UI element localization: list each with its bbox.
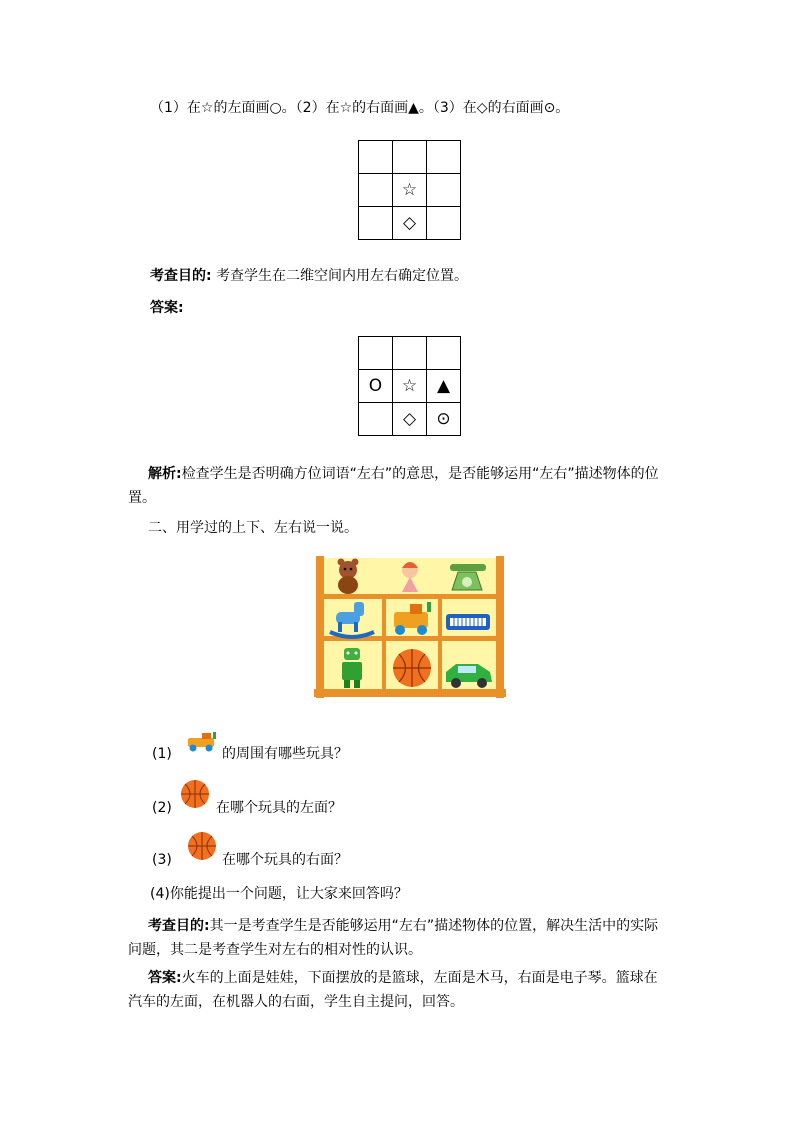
grid-cell xyxy=(359,174,393,207)
answer-paragraph xyxy=(128,966,668,1014)
toy-shelf-illustration xyxy=(314,556,506,702)
analysis-text: 检查学生是否明确方位词语“左右”的意思，是否能够运用“左右”描述物体的位置。 xyxy=(128,466,659,506)
grid-cell xyxy=(359,337,393,370)
answer-label: 答案: xyxy=(148,970,182,986)
electronic-keyboard-icon xyxy=(446,614,490,630)
grid-cell xyxy=(427,207,461,240)
shelf-divider xyxy=(438,596,442,692)
subquestion-2 xyxy=(152,798,172,818)
purpose-text: 其一是考查学生是否能够运用“左右”描述物体的位置，解决生活中的实际问题，其二是考查学生对左右的相对性的认识。 xyxy=(128,918,659,958)
subquestion-number: (1) xyxy=(152,746,172,762)
grid-cell: ☆ xyxy=(393,370,427,403)
answer-grid xyxy=(358,336,461,436)
section-title: 二、用学过的上下、左右说一说。 xyxy=(148,520,358,536)
subquestion-text: 在哪个玩具的右面？ xyxy=(222,852,348,868)
basketball-icon xyxy=(393,649,431,687)
subquestion-text: 在哪个玩具的左面？ xyxy=(216,800,342,816)
shelf-divider xyxy=(382,596,386,692)
grid-cell xyxy=(427,141,461,174)
shelf-post-left xyxy=(316,556,324,698)
train-icon xyxy=(186,732,220,752)
grid-cell: O xyxy=(359,370,393,403)
analysis-label: 解析: xyxy=(148,466,182,482)
grid-cell xyxy=(427,174,461,207)
grid-cell: ☆ xyxy=(393,174,427,207)
grid-cell xyxy=(427,337,461,370)
subquestion-text: 你能提出一个问题，让大家来回答吗？ xyxy=(169,886,408,902)
shelf-board xyxy=(320,594,500,599)
shelf-post-right xyxy=(496,556,504,698)
purpose-paragraph xyxy=(150,266,468,286)
subquestion-4 xyxy=(150,884,408,904)
grid-cell xyxy=(393,141,427,174)
grid-cell: ▲ xyxy=(427,370,461,403)
analysis-paragraph xyxy=(128,462,668,510)
instruction-text: （1）在☆的左面画○。（2）在☆的右面画▲。（3）在◇的右面画⊙。 xyxy=(150,100,570,116)
subquestion-number: (4) xyxy=(150,886,170,902)
question-grid xyxy=(358,140,461,240)
purpose-text: 考查学生在二维空间内用左右确定位置。 xyxy=(216,268,469,284)
subquestion-number: (3) xyxy=(152,852,172,868)
answer-label: 答案: xyxy=(150,300,184,316)
subquestion-number: (2) xyxy=(152,800,172,816)
grid-cell xyxy=(359,141,393,174)
grid-cell xyxy=(359,403,393,436)
subquestion-3 xyxy=(152,850,172,870)
grid-cell xyxy=(393,337,427,370)
subquestion-text: 的周围有哪些玩具？ xyxy=(222,746,348,762)
basketball-icon xyxy=(187,831,217,861)
grid-cell: ⊙ xyxy=(427,403,461,436)
answer-text: 火车的上面是娃娃，下面摆放的是篮球，左面是木马，右面是电子琴。篮球在汽车的左面，在机器人的右面，学生自主提问，回答。 xyxy=(128,970,658,1010)
grid-cell: ◇ xyxy=(393,207,427,240)
grid-cell: ◇ xyxy=(393,403,427,436)
purpose-label: 考查目的: xyxy=(148,918,210,934)
shelf-base xyxy=(314,689,506,697)
subquestion-1 xyxy=(152,744,172,764)
purpose-paragraph xyxy=(128,914,668,962)
purpose-label: 考查目的: xyxy=(150,268,212,284)
basketball-icon xyxy=(180,779,210,809)
grid-cell xyxy=(359,207,393,240)
